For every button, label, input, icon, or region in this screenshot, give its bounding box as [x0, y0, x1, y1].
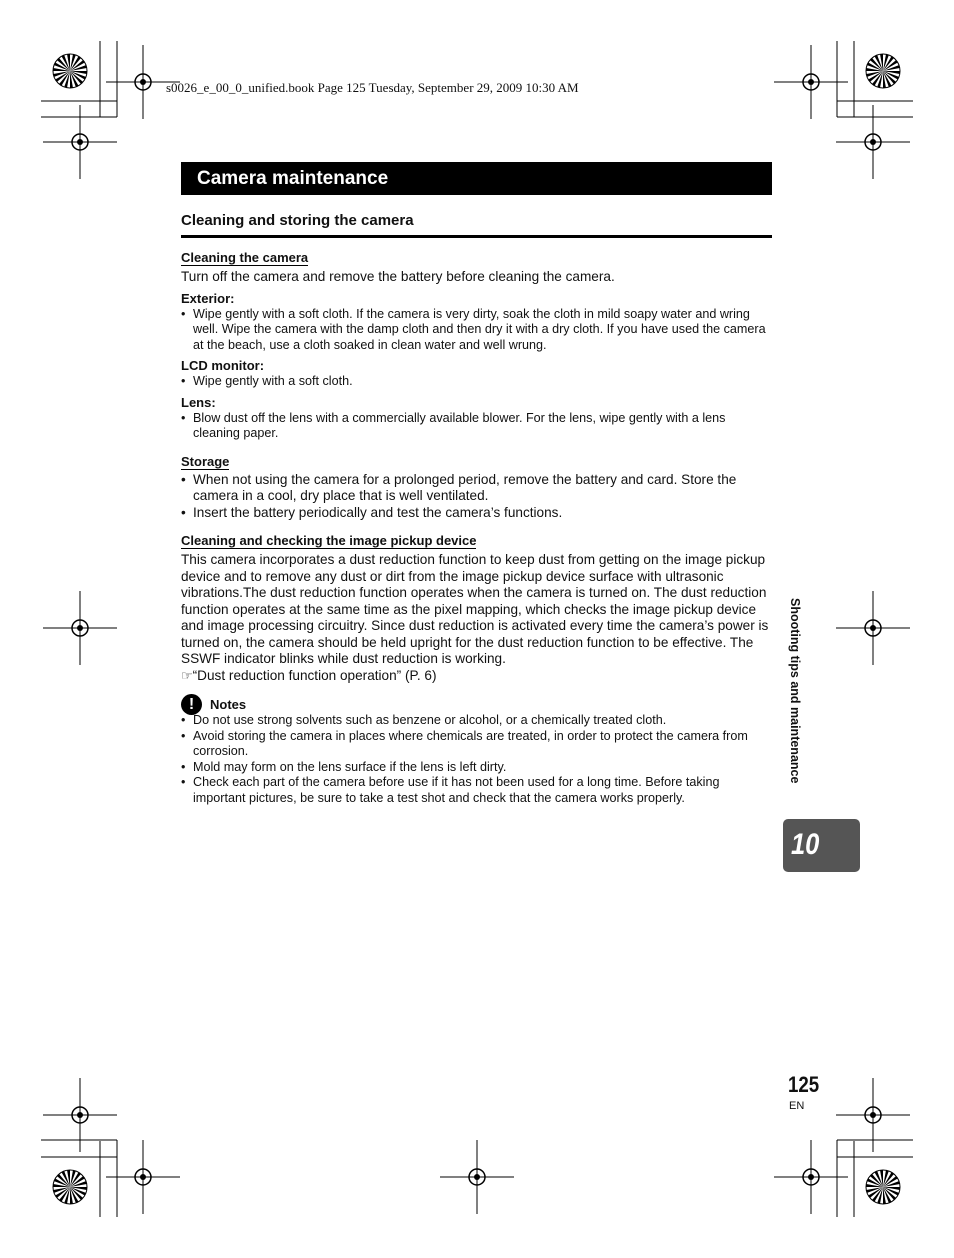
list-item: • Avoid storing the camera in places where chemicals are treated, in order to protect the camera from corrosion.: [181, 729, 773, 760]
pickup-block: [181, 532, 773, 684]
registration-target: [836, 1078, 910, 1152]
registration-target: [43, 1078, 117, 1152]
list-item: • Do not use strong solvents such as benzene or alcohol, or a chemically treated cloth.: [181, 713, 773, 729]
chapter-number: 10: [791, 828, 820, 861]
star-target: [866, 1170, 900, 1204]
list-item: • Insert the battery periodically and test the camera’s functions.: [181, 505, 773, 522]
lcd-list: [181, 374, 773, 390]
list-item: • Wipe gently with a soft cloth. If the camera is very dirty, soak the cloth in mild soapy water and wring well. Wipe the camera with the damp cloth and then dry it with a dry cloth. If you have used the camera at the beach, use a cloth soaked in clean water and well wrung.: [181, 307, 773, 354]
pickup-heading: Cleaning and checking the image pickup device: [181, 533, 477, 548]
registration-target: [836, 105, 910, 179]
section-heading: Cleaning and storing the camera: [181, 212, 414, 229]
storage-heading: Storage: [181, 453, 230, 469]
storage-list: [181, 472, 773, 522]
side-tab-text: Shooting tips and maintenance: [788, 598, 802, 784]
page-title-bar: [181, 162, 772, 195]
cleaning-heading: Cleaning the camera: [181, 250, 309, 265]
list-item: • Check each part of the camera before use if it has not been used for a long time. Before taking important pictures, be sure to take a test shot and check that the camera works properly.: [181, 775, 773, 806]
storage-block: [181, 453, 773, 522]
notes-block: [181, 694, 773, 806]
cleaning-block: [181, 249, 773, 442]
section-rule: [181, 235, 772, 238]
cleaning-intro: Turn off the camera and remove the battery before cleaning the camera.: [181, 269, 615, 284]
star-target: [53, 54, 87, 88]
list-item: • Mold may form on the lens surface if the lens is left dirty.: [181, 760, 773, 776]
star-target: [866, 54, 900, 88]
list-item: • Blow dust off the lens with a commercially available blower. For the lens, wipe gently with a lens cleaning paper.: [181, 411, 773, 442]
registration-target: [440, 1140, 514, 1214]
chapter-tab: [783, 819, 860, 872]
pointing-hand-icon: ☞: [181, 667, 193, 683]
print-header: s0026_e_00_0_unified.book Page 125 Tuesday, September 29, 2009 10:30 AM: [166, 80, 579, 95]
registration-target: [43, 105, 117, 179]
registration-target: [836, 591, 910, 665]
pickup-text: This camera incorporates a dust reduction function to keep dust from getting on the image pickup device and to remove any dust or dirt from the image pickup device surface with ultrasonic vibrations.The dust reduction function operates when the camera is turned on. The dust reduction function operates at the same time as the pixel mapping, which checks the image pickup device and image processing circuitry. Since dust reduction is activated every time the camera’s power is turned on, the camera should be held upright for the dust reduction function to be effective. The SSWF indicator blinks while dust reduction is working.: [181, 552, 769, 666]
list-item: • When not using the camera for a prolonged period, remove the battery and card. Store the camera in a cool, dry place that is well ventilated.: [181, 472, 773, 505]
exterior-label: Exterior:: [181, 290, 235, 306]
lcd-label: LCD monitor:: [181, 358, 265, 373]
list-item: • Wipe gently with a soft cloth.: [181, 374, 773, 390]
main-content: [181, 249, 773, 806]
notes-list: [181, 713, 773, 806]
page-number: 125: [788, 1072, 820, 1097]
star-target: [53, 1170, 87, 1204]
notes-title: Notes: [210, 697, 247, 712]
side-tab-label: [784, 598, 804, 814]
page-title: Camera maintenance: [197, 168, 389, 189]
lens-label: Lens:: [181, 394, 216, 410]
registration-target: [43, 591, 117, 665]
language-code: EN: [789, 1100, 805, 1112]
pickup-reference: [181, 668, 773, 685]
exclamation-circle-icon: !: [181, 694, 202, 715]
reference-link[interactable]: “Dust reduction function operation” (P. 6): [192, 667, 437, 683]
exterior-list: [181, 307, 773, 354]
lens-list: [181, 411, 773, 442]
